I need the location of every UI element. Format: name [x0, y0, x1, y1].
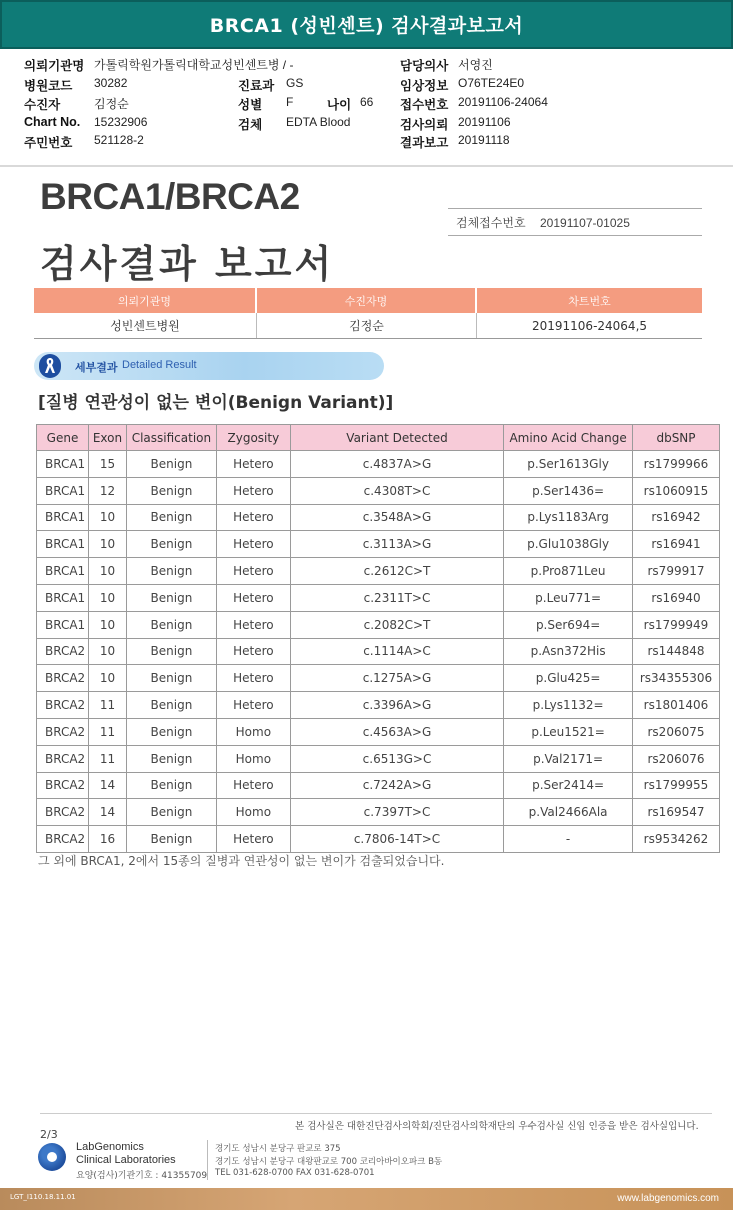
table-cell: p.Glu1038Gly — [504, 531, 633, 558]
table-cell: Benign — [126, 558, 216, 585]
table-cell: 15 — [88, 451, 126, 478]
table-cell: rs16942 — [633, 504, 720, 531]
table-cell: Benign — [126, 504, 216, 531]
agency-code: 요양(검사)기관기호 : 41355709 — [76, 1171, 208, 1181]
result-report-label: 결과보고 — [400, 135, 449, 150]
summary-value-cell: 김정순 — [257, 313, 477, 338]
clinical-info-label: 임상정보 — [400, 78, 449, 93]
table-cell: BRCA2 — [37, 692, 89, 719]
table-cell: Benign — [126, 611, 216, 638]
table-row — [37, 772, 720, 799]
column-header: dbSNP — [633, 425, 720, 451]
table-cell: rs206075 — [633, 718, 720, 745]
table-cell: 11 — [88, 718, 126, 745]
hospital-code-value: 30282 — [94, 76, 128, 90]
table-cell: Hetero — [216, 638, 290, 665]
table-cell: Hetero — [216, 504, 290, 531]
table-cell: rs1799955 — [633, 772, 720, 799]
summary-table — [34, 288, 702, 339]
table-cell: 14 — [88, 799, 126, 826]
patient-label: 수진자 — [24, 97, 61, 112]
specimen-receipt-label: 검체접수번호 — [456, 216, 526, 230]
table-cell: c.1275A>G — [290, 665, 503, 692]
variant-table — [36, 424, 720, 853]
patient-value: 김정순 — [94, 97, 129, 111]
table-cell: p.Leu1521= — [504, 718, 633, 745]
resident-no-label: 주민번호 — [24, 135, 73, 150]
table-cell: Hetero — [216, 611, 290, 638]
specimen-label: 검체 — [238, 117, 263, 132]
variant-table-body — [37, 451, 720, 853]
table-cell: Hetero — [216, 772, 290, 799]
table-cell: 10 — [88, 531, 126, 558]
patient-info-block — [0, 50, 733, 168]
document-title-line1: BRCA1/BRCA2 — [40, 176, 300, 217]
column-header: Amino Acid Change — [504, 425, 633, 451]
table-cell: p.Ser2414= — [504, 772, 633, 799]
table-cell: BRCA2 — [37, 638, 89, 665]
document-title-line2: 검사결과 보고서 — [40, 242, 335, 286]
phone-fax: TEL 031-628-0700 FAX 031-628-0701 — [215, 1168, 375, 1178]
table-cell: rs34355306 — [633, 665, 720, 692]
table-cell: BRCA1 — [37, 451, 89, 478]
summary-header-row — [34, 288, 702, 313]
table-cell: c.3396A>G — [290, 692, 503, 719]
detailed-result-label-ko: 세부결과 — [75, 361, 118, 374]
table-cell: BRCA1 — [37, 531, 89, 558]
specimen-receipt-value: 20191107-01025 — [540, 216, 630, 230]
table-cell: Hetero — [216, 665, 290, 692]
table-cell: Benign — [126, 665, 216, 692]
table-cell: BRCA2 — [37, 826, 89, 853]
requesting-org-value: 가톨릭학원가톨릭대학교성빈센트병 / - — [94, 58, 294, 72]
table-cell: Benign — [126, 584, 216, 611]
table-cell: rs169547 — [633, 799, 720, 826]
detailed-result-banner — [34, 352, 384, 380]
sex-value: F — [286, 95, 294, 109]
detailed-result-label-en: Detailed Result — [122, 359, 197, 371]
table-cell: rs144848 — [633, 638, 720, 665]
table-cell: p.Val2466Ala — [504, 799, 633, 826]
company-name-line1: LabGenomics — [76, 1141, 144, 1153]
table-cell: c.7806-14T>C — [290, 826, 503, 853]
table-cell: Hetero — [216, 584, 290, 611]
table-cell: c.6513G>C — [290, 745, 503, 772]
table-cell: BRCA2 — [37, 772, 89, 799]
variant-footnote: 그 외에 BRCA1, 2에서 15종의 질병과 연관성이 없는 변이가 검출되었습니다. — [38, 854, 445, 868]
test-request-value: 20191106 — [458, 115, 511, 129]
table-cell: c.2082C>T — [290, 611, 503, 638]
hospital-code-label: 병원코드 — [24, 78, 73, 93]
table-cell: rs9534262 — [633, 826, 720, 853]
table-cell: c.1114A>C — [290, 638, 503, 665]
department-value: GS — [286, 76, 304, 90]
receipt-no-label: 접수번호 — [400, 97, 449, 112]
table-cell: 11 — [88, 692, 126, 719]
company-name-line2: Clinical Laboratories — [76, 1154, 176, 1166]
table-cell: Hetero — [216, 451, 290, 478]
variant-table-header — [37, 425, 720, 451]
table-cell: Benign — [126, 772, 216, 799]
result-report-value: 20191118 — [458, 133, 510, 147]
info-divider — [0, 165, 733, 167]
doctor-value: 서영진 — [458, 58, 493, 72]
chart-no-label: Chart No. — [24, 115, 81, 129]
table-cell: BRCA2 — [37, 745, 89, 772]
table-cell: p.Ser694= — [504, 611, 633, 638]
table-row — [37, 826, 720, 853]
table-cell: p.Lys1183Arg — [504, 504, 633, 531]
chart-no-value: 15232906 — [94, 115, 148, 129]
table-cell: BRCA1 — [37, 504, 89, 531]
summary-value-cell: 성빈센트병원 — [34, 313, 257, 338]
sex-label: 성별 — [238, 97, 263, 112]
table-cell: c.2612C>T — [290, 558, 503, 585]
table-cell: c.2311T>C — [290, 584, 503, 611]
table-cell: BRCA2 — [37, 665, 89, 692]
column-header: Classification — [126, 425, 216, 451]
table-cell: Hetero — [216, 826, 290, 853]
table-cell: p.Ser1613Gly — [504, 451, 633, 478]
specimen-receipt-box — [448, 208, 702, 236]
table-cell: Homo — [216, 799, 290, 826]
table-cell: p.Asn372His — [504, 638, 633, 665]
table-row — [37, 504, 720, 531]
table-cell: c.4563A>G — [290, 718, 503, 745]
column-header: Gene — [37, 425, 89, 451]
table-cell: Homo — [216, 745, 290, 772]
table-cell: p.Pro871Leu — [504, 558, 633, 585]
table-cell: 10 — [88, 638, 126, 665]
awareness-ribbon-icon — [39, 354, 61, 378]
table-cell: rs799917 — [633, 558, 720, 585]
table-cell: Benign — [126, 718, 216, 745]
benign-variant-heading: [질병 연관성이 없는 변이(Benign Variant)] — [38, 393, 394, 413]
table-cell: p.Val2171= — [504, 745, 633, 772]
table-cell: Hetero — [216, 558, 290, 585]
test-request-label: 검사의뢰 — [400, 117, 449, 132]
table-row — [37, 665, 720, 692]
table-cell: 16 — [88, 826, 126, 853]
summary-header-cell: 차트번호 — [568, 294, 611, 308]
table-cell: BRCA1 — [37, 584, 89, 611]
doctor-label: 담당의사 — [400, 58, 449, 73]
table-cell: 10 — [88, 504, 126, 531]
table-cell: rs1799966 — [633, 451, 720, 478]
resident-no-value: 521128-2 — [94, 133, 144, 147]
table-cell: 11 — [88, 745, 126, 772]
table-cell: Benign — [126, 799, 216, 826]
specimen-value: EDTA Blood — [286, 115, 351, 129]
table-row — [37, 718, 720, 745]
table-cell: rs16941 — [633, 531, 720, 558]
logo-divider — [207, 1140, 208, 1180]
table-cell: rs1801406 — [633, 692, 720, 719]
table-cell: c.3113A>G — [290, 531, 503, 558]
table-row — [37, 477, 720, 504]
table-cell: Benign — [126, 451, 216, 478]
requesting-org-label: 의뢰기관명 — [24, 58, 85, 73]
labgenomics-logo-icon — [38, 1143, 66, 1171]
department-label: 진료과 — [238, 78, 275, 93]
table-cell: Hetero — [216, 531, 290, 558]
table-cell: 14 — [88, 772, 126, 799]
table-row — [37, 584, 720, 611]
bottom-bar — [0, 1188, 733, 1210]
table-cell: 10 — [88, 584, 126, 611]
table-cell: rs16940 — [633, 584, 720, 611]
table-cell: c.3548A>G — [290, 504, 503, 531]
table-cell: BRCA2 — [37, 799, 89, 826]
table-cell: Benign — [126, 638, 216, 665]
clinical-info-value: O76TE24E0 — [458, 76, 525, 90]
table-row — [37, 638, 720, 665]
table-cell: BRCA1 — [37, 611, 89, 638]
table-cell: p.Leu771= — [504, 584, 633, 611]
table-cell: rs206076 — [633, 745, 720, 772]
table-cell: Benign — [126, 745, 216, 772]
table-cell: 10 — [88, 665, 126, 692]
table-row — [37, 451, 720, 478]
table-row — [37, 531, 720, 558]
table-cell: Benign — [126, 826, 216, 853]
table-cell: rs1799949 — [633, 611, 720, 638]
table-cell: c.4308T>C — [290, 477, 503, 504]
page-number: 2/3 — [40, 1128, 58, 1141]
document-code: LGT_I110.18.11.01 — [10, 1193, 76, 1201]
table-cell: Benign — [126, 477, 216, 504]
table-cell: 10 — [88, 611, 126, 638]
table-cell: Hetero — [216, 477, 290, 504]
table-cell: p.Glu425= — [504, 665, 633, 692]
table-cell: Homo — [216, 718, 290, 745]
table-cell: c.4837A>G — [290, 451, 503, 478]
company-website: www.labgenomics.com — [617, 1193, 719, 1204]
table-cell: rs1060915 — [633, 477, 720, 504]
table-cell: BRCA1 — [37, 558, 89, 585]
age-value: 66 — [360, 95, 374, 109]
table-cell: Benign — [126, 531, 216, 558]
table-cell: - — [504, 826, 633, 853]
column-header: Variant Detected — [290, 425, 503, 451]
table-cell: p.Lys1132= — [504, 692, 633, 719]
table-cell: 12 — [88, 477, 126, 504]
report-title: BRCA1 (성빈센트) 검사결과보고서 — [209, 15, 524, 37]
table-row — [37, 692, 720, 719]
summary-header-cell: 의뢰기관명 — [34, 288, 257, 313]
summary-value-cell: 20191106-24064,5 — [531, 318, 648, 333]
table-cell: BRCA2 — [37, 718, 89, 745]
table-cell: Hetero — [216, 692, 290, 719]
table-cell: BRCA1 — [37, 477, 89, 504]
table-row — [37, 745, 720, 772]
table-row — [37, 611, 720, 638]
column-header: Exon — [88, 425, 126, 451]
column-header: Zygosity — [216, 425, 290, 451]
address-line2: 경기도 성남시 분당구 대왕판교로 700 코리아바이오파크 B동 — [215, 1157, 443, 1167]
table-cell: 10 — [88, 558, 126, 585]
table-cell: c.7242A>G — [290, 772, 503, 799]
table-cell: Benign — [126, 692, 216, 719]
summary-value-row — [34, 313, 702, 339]
age-label: 나이 — [327, 97, 352, 112]
address-line1: 경기도 성남시 분당구 판교로 375 — [215, 1144, 341, 1154]
receipt-no-value: 20191106-24064 — [458, 95, 548, 109]
table-cell: p.Ser1436= — [504, 477, 633, 504]
table-row — [37, 558, 720, 585]
certification-note: 본 검사실은 대한진단검사의학회/진단검사의학재단의 우수검사실 신임 인증을 받은 검사실입니다. — [295, 1121, 699, 1132]
report-title-bar — [0, 0, 733, 49]
footer-divider — [40, 1113, 712, 1114]
table-row — [37, 799, 720, 826]
summary-header-cell: 수진자명 — [257, 288, 477, 313]
table-cell: c.7397T>C — [290, 799, 503, 826]
